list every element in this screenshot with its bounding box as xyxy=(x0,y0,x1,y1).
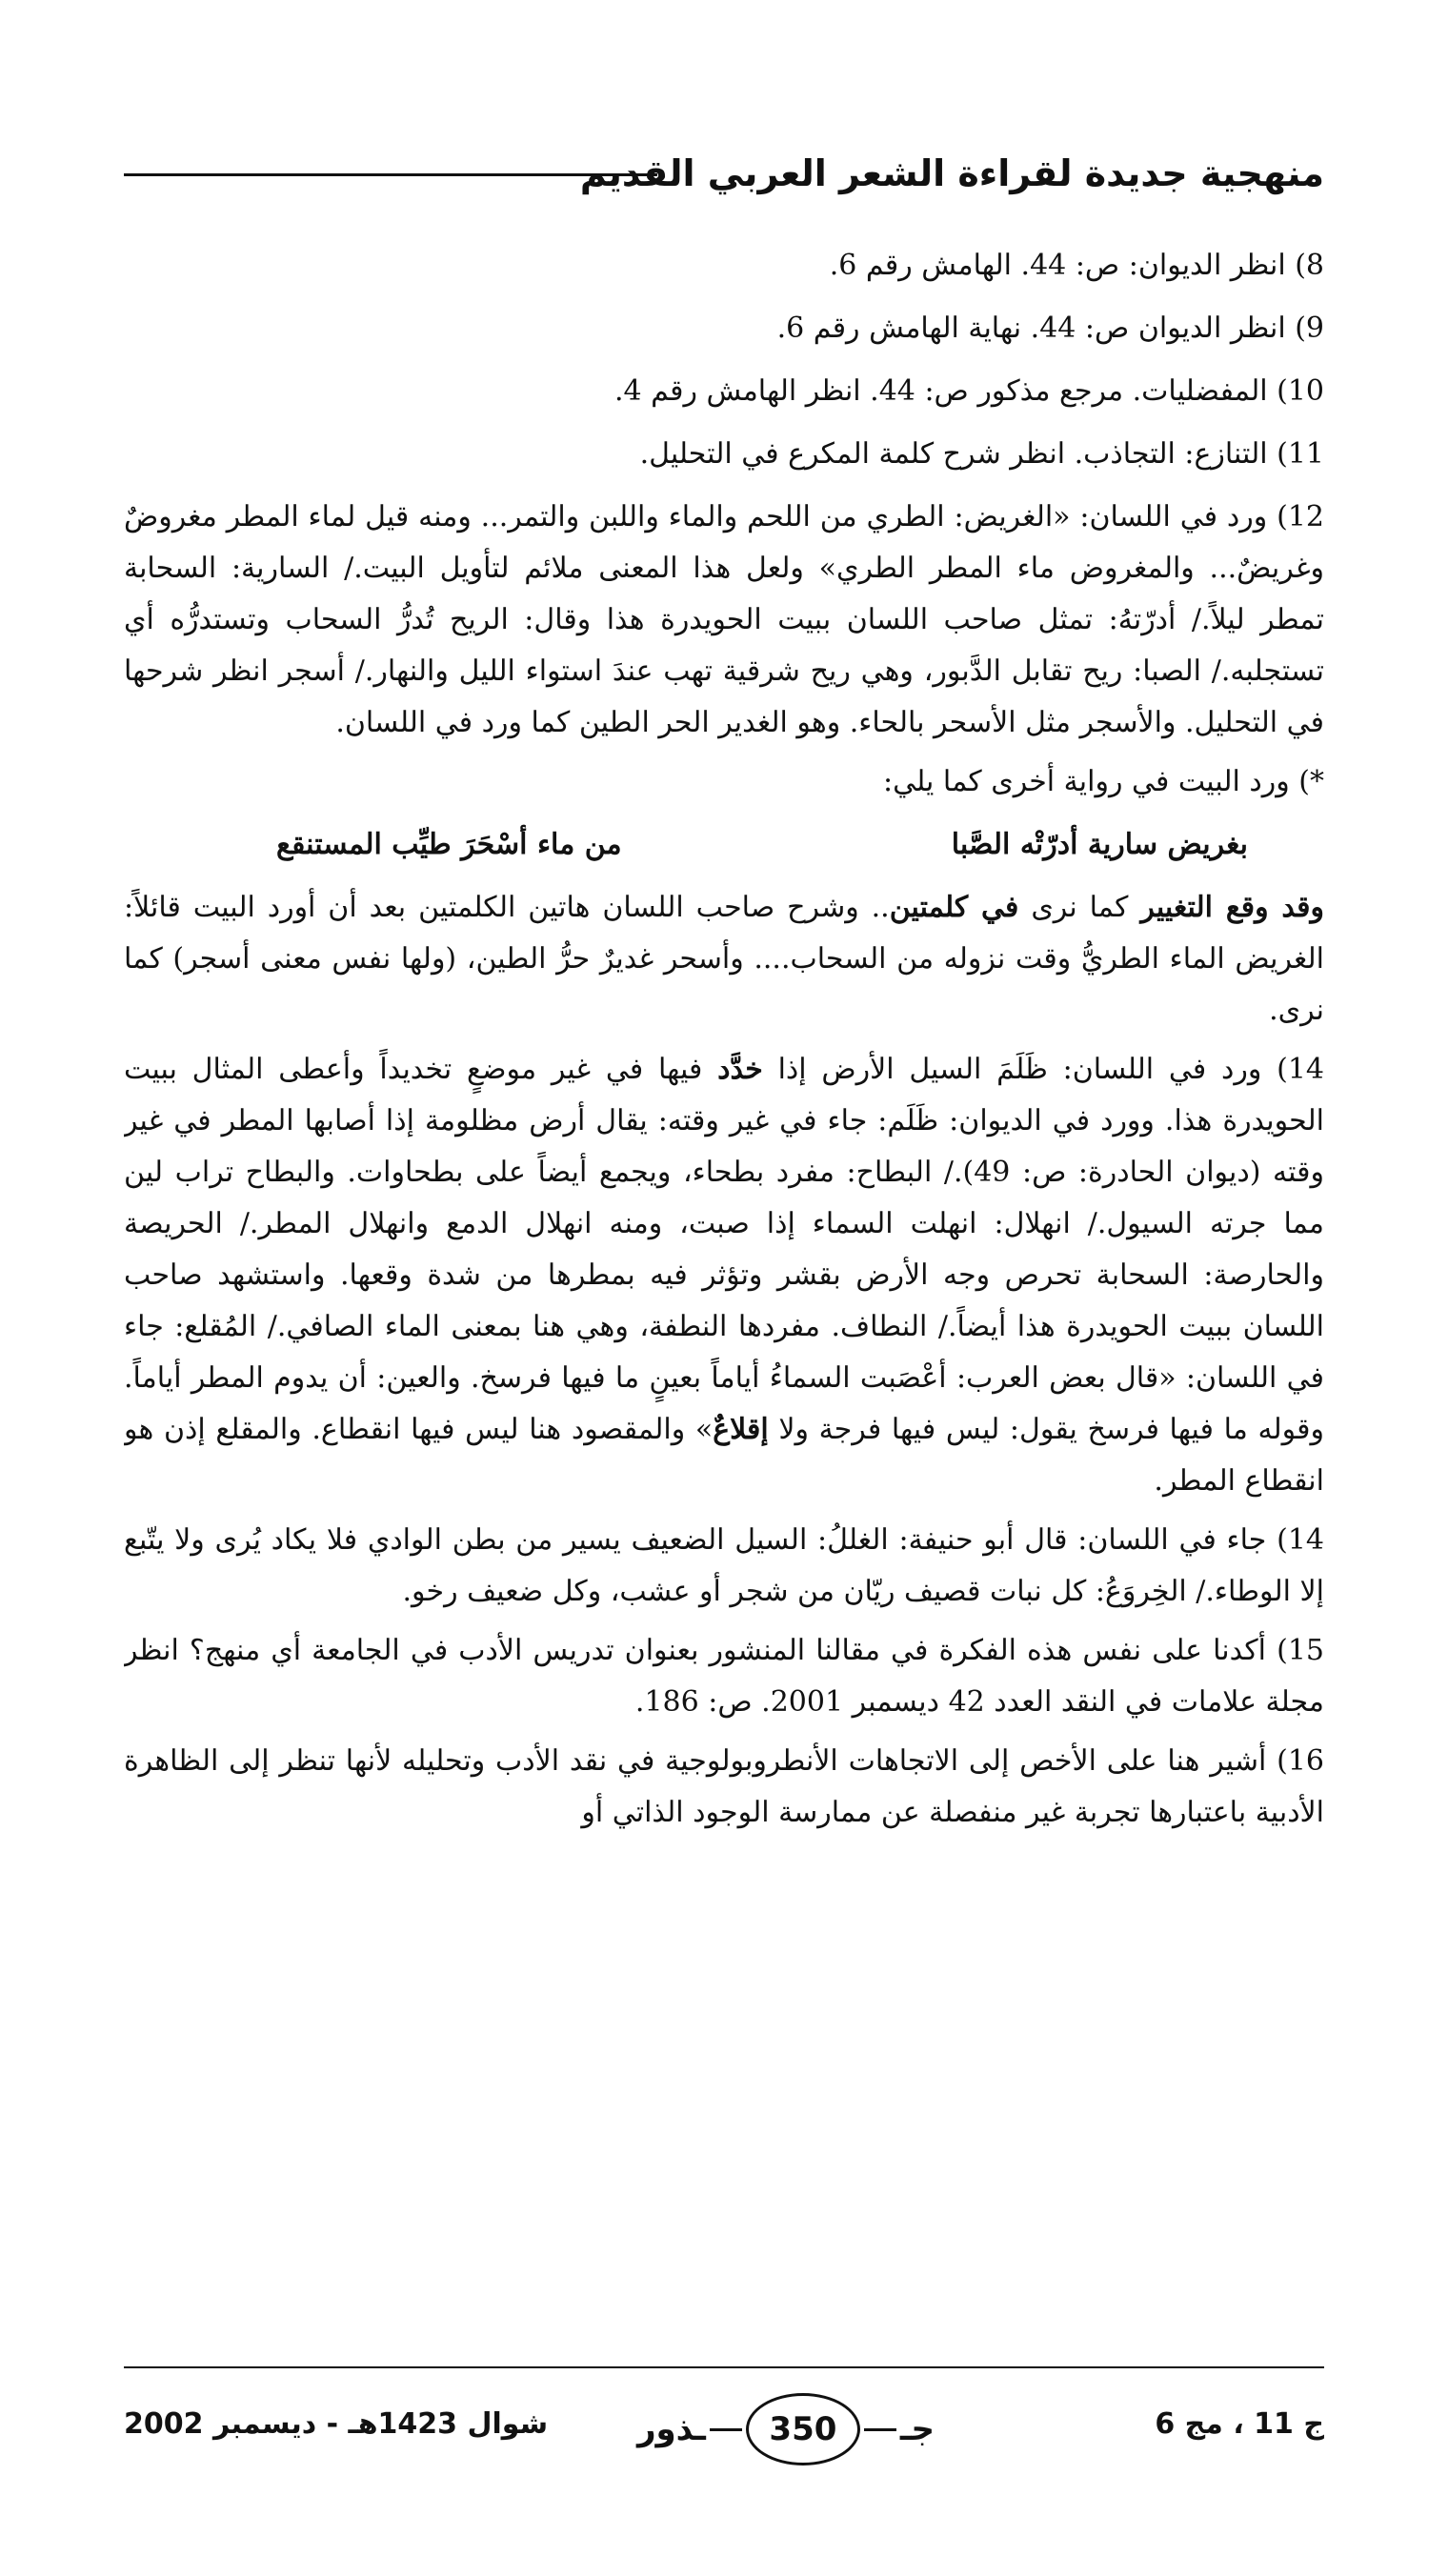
footnote-16: 16) أشير هنا على الأخص إلى الاتجاهات الأنطروبولوجية في نقد الأدب وتحليله لأنها تنظر إلى الظاهرة الأدبية باعتبارها تجربة غير منفصلة عن ممارسة الوجود الذاتي أو xyxy=(124,1744,1324,1829)
journal-brand xyxy=(629,2386,943,2472)
footnote-14a xyxy=(124,1044,1324,1507)
variant-text-mid: كما نرى xyxy=(1018,891,1141,924)
footnote-12: 12) ورد في اللسان: «الغريض: الطري من اللحم والماء واللبن والتمر... ومنه قيل لماء المطر مغروضٌ وغريضٌ... والمغروض ماء المطر الطري» ولعل هذا المعنى ملائم لتأويل البيت./ السارية: السحابة تمطر ليلاً./ أدرّتهُ: تمثل صاحب اللسان ببيت الحويدرة هذا وقال: الريح تُدرُّ السحاب وتستدرُّه أي تستجلبه./ الصبا: ريح تقابل الدَّبور، وهي ريح شرقية تهب عندَ استواء الليل والنهار./ أسجر انظر شرحها في التحليل. والأسجر مثل الأسحر بالحاء. وهو الغدير الحر الطين كما ورد في اللسان. xyxy=(124,500,1324,739)
variant-bold-phrase-2: في كلمتين xyxy=(889,891,1019,924)
footnotes-body xyxy=(124,240,1324,2355)
running-header xyxy=(124,133,1324,213)
verse-second-hemistich: من ماء أسْحَرَ طيِّب المستنقع xyxy=(276,828,622,861)
poem-verse xyxy=(124,819,1324,871)
footnote-14a-end: » والمقصود هنا ليس فيها انقطاع. والمقلع إذن هو انقطاع المطر. xyxy=(124,1413,1324,1498)
footer-rule xyxy=(124,2366,1324,2368)
variant-intro: *) ورد البيت في رواية أخرى كما يلي: xyxy=(883,765,1324,798)
footnote-15: 15) أكدنا على نفس هذه الفكرة في مقالنا المنشور بعنوان تدريس الأدب في الجامعة أي منهج؟ انظر مجلة علامات في النقد العدد 42 ديسمبر 2001. ص: 186. xyxy=(124,1634,1324,1719)
footnote-14b: 14) جاء في اللسان: قال أبو حنيفة: الغللُ: السيل الضعيف يسير من بطن الوادي فلا يكاد يُرى ولا يتّبع إلا الوطاء./ الخِروَعُ: كل نبات قصيف ريّان من شجر أو عشب، وكل ضعيف رخو. xyxy=(124,1523,1324,1608)
page-title: منهجية جديدة لقراءة الشعر العربي القديم xyxy=(579,152,1324,194)
footnote-14a-bold: خدَّد xyxy=(717,1053,763,1086)
header-rule xyxy=(124,173,657,176)
footnote-10: 10) المفضليات. مرجع مذكور ص: 44. انظر الهامش رقم 4. xyxy=(613,374,1324,408)
variant-text-rest: .. وشرح صاحب اللسان هاتين الكلمتين بعد أن أورد البيت قائلاً: الغريض الماء الطريُّ وقت نزوله من السحاب.... وأسحر غديرٌ حرُّ الطين، (ولها نفس معنى أسجر) كما نرى. xyxy=(124,891,1324,1027)
volume-info: ج 11 ، مج 6 xyxy=(1155,2407,1324,2441)
footnote-14a-mid: فيها في غير موضعٍ تخديداً وأعطى المثال ببيت الحويدرة هذا. وورد في الديوان: ظَلَم: جاء في غير وقته: يقال أرض مظلومة إذا أصابها المطر في غير وقته (ديوان الحادرة: ص: 49)./ البطاح: مفرد بطحاء، ويجمع أيضاً على بطحاوات. والبطاح تراب لين مما جرته السيول./ انهلال: انهلت السماء إذا صبت، ومنه انهلال الدمع وانهلال المطر./ الحريصة والحارصة: السحابة تحرص وجه الأرض بقشر وتؤثر فيه بمطرها من شدة وقعها. واستشهد صاحب اللسان ببيت الحويدرة هذا أيضاً./ النطاف. مفردها النطفة، وهي هنا بمعنى الماء الصافي./ المُقلع: جاء في اللسان: «قال بعض العرب: أعْصَبت السماءُ أياماً بعينٍ ما فيها فرسخ. والعين: أن يدوم المطر أياماً. وقوله ما فيها فرسخ يقول: ليس فيها فرجة ولا xyxy=(124,1053,1324,1446)
footnote-11: 11) التنازع: التجاذب. انظر شرح كلمة المكرع في التحليل. xyxy=(639,437,1324,471)
footnote-14a-bold-2: إقلاعٌ xyxy=(713,1413,769,1446)
footnote-14a-start: 14) ورد في اللسان: ظَلَمَ السيل الأرض إذا xyxy=(762,1053,1324,1086)
footnote-8: 8) انظر الديوان: ص: 44. الهامش رقم 6. xyxy=(829,249,1324,282)
footnote-9: 9) انظر الديوان ص: 44. نهاية الهامش رقم 6. xyxy=(776,312,1324,345)
brand-line-left xyxy=(710,2428,742,2431)
page-footer xyxy=(124,2386,1324,2472)
brand-right: جـ xyxy=(899,2410,935,2448)
page-number: 350 xyxy=(746,2393,860,2465)
brand-left: ـذور xyxy=(636,2410,706,2448)
verse-first-hemistich: بغريض سارية أدرّتْه الصَّبا xyxy=(951,828,1248,861)
variant-commentary xyxy=(124,882,1324,1036)
brand-line-right xyxy=(864,2428,896,2431)
variant-bold-phrase: وقد وقع التغيير xyxy=(1140,891,1324,924)
issue-date: شوال 1423هـ - ديسمبر 2002 xyxy=(124,2407,549,2441)
